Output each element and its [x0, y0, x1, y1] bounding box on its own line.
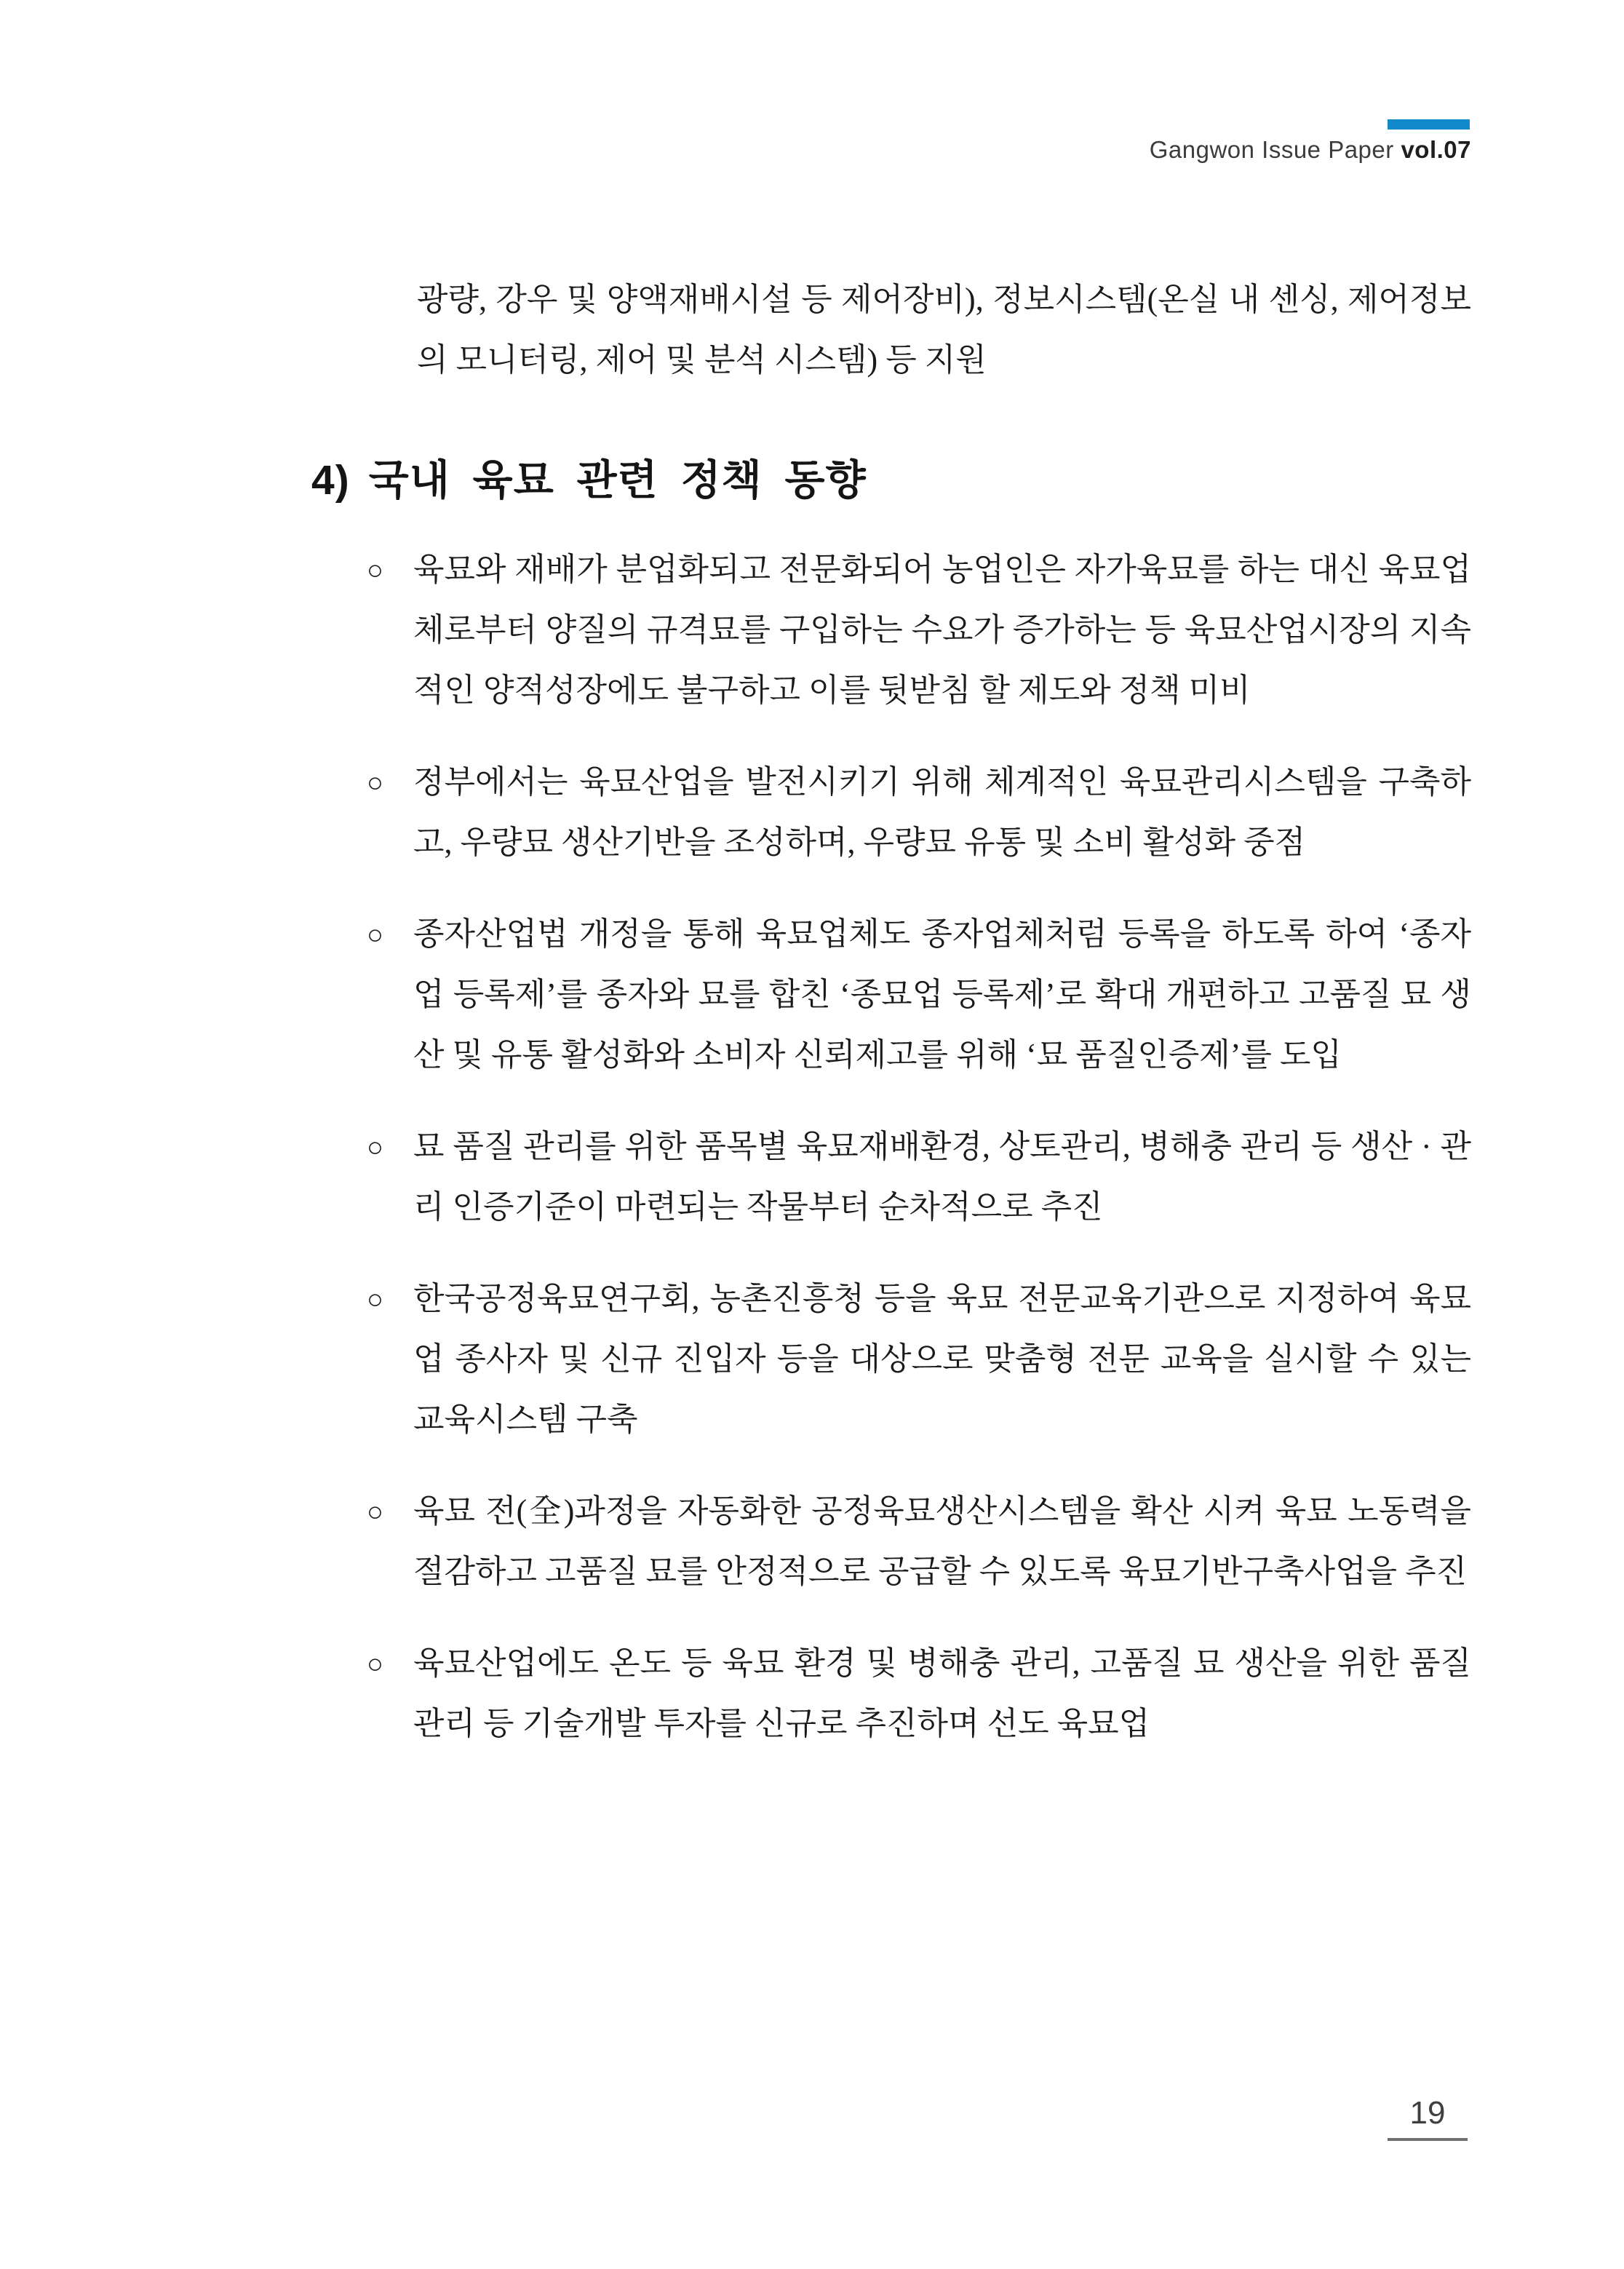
header-title-text: Gangwon Issue Paper [1149, 136, 1401, 163]
bullet-circle-icon: ○ [367, 1132, 383, 1163]
bullet-circle-icon: ○ [367, 1497, 383, 1527]
bullet-item [367, 1633, 1471, 1754]
bullet-item [367, 1116, 1471, 1237]
section-heading [311, 453, 1471, 508]
bullet-text: 한국공정육묘연구회, 농촌진흥청 등을 육묘 전문교육기관으로 지정하여 육묘업 종사자 및 신규 진입자 등을 대상으로 맞춤형 전문 교육을 실시할 수 있는 교육시스템 구축 [413, 1281, 1471, 1437]
bullet-text: 종자산업법 개정을 통해 육묘업체도 종자업체처럼 등록을 하도록 하여 ‘종자업 등록제’를 종자와 묘를 합친 ‘종묘업 등록제’로 확대 개편하고 고품질 묘 생산 및 유통 활성화와 소비자 신뢰제고를 위해 ‘묘 품질인증제’를 도입 [413, 916, 1471, 1073]
bullet-item [367, 1481, 1471, 1602]
header-accent-bar [1388, 119, 1470, 130]
bullet-item [367, 539, 1471, 720]
header-title [1150, 135, 1471, 164]
bullet-item [367, 1268, 1471, 1450]
bullet-circle-icon: ○ [367, 1284, 383, 1315]
bullet-circle-icon: ○ [367, 768, 383, 798]
bullet-text: 정부에서는 육묘산업을 발전시키기 위해 체계적인 육묘관리시스템을 구축하고, 우량묘 생산기반을 조성하며, 우량묘 유통 및 소비 활성화 중점 [413, 764, 1471, 860]
section-number: 4) [311, 457, 350, 504]
bullet-circle-icon: ○ [367, 1649, 383, 1680]
section-title: 국내 육묘 관련 정책 동향 [368, 457, 867, 504]
bullet-circle-icon: ○ [367, 555, 383, 586]
bullet-circle-icon: ○ [367, 920, 383, 950]
bullet-item [367, 904, 1471, 1085]
bullet-text: 육묘와 재배가 분업화되고 전문화되어 농업인은 자가육묘를 하는 대신 육묘업체로부터 양질의 규격묘를 구입하는 수요가 증가하는 등 육묘산업시장의 지속적인 양적성장에도 불구하고 이를 뒷받침 할 제도와 정책 미비 [413, 552, 1471, 708]
bullet-text: 육묘산업에도 온도 등 육묘 환경 및 병해충 관리, 고품질 묘 생산을 위한 품질관리 등 기술개발 투자를 신규로 추진하며 선도 육묘업 [413, 1645, 1471, 1741]
page-number-divider [1388, 2138, 1468, 2141]
bullet-text: 육묘 전(全)과정을 자동화한 공정육묘생산시스템을 확산 시켜 육묘 노동력을 절감하고 고품질 묘를 안정적으로 공급할 수 있도록 육묘기반구축사업을 추진 [413, 1493, 1471, 1589]
intro-paragraph: 광량, 강우 및 양액재배시설 등 제어장비), 정보시스템(온실 내 센싱, 제어정보의 모니터링, 제어 및 분석 시스템) 등 지원 [417, 282, 1472, 378]
document-body [0, 269, 1624, 1754]
bullet-text: 묘 품질 관리를 위한 품목별 육묘재배환경, 상토관리, 병해충 관리 등 생산 · 관리 인증기준이 마련되는 작물부터 순차적으로 추진 [413, 1129, 1471, 1225]
header-volume-label: vol.07 [1401, 136, 1471, 163]
page-number: 19 [1409, 2095, 1446, 2131]
bullet-item [367, 752, 1471, 873]
